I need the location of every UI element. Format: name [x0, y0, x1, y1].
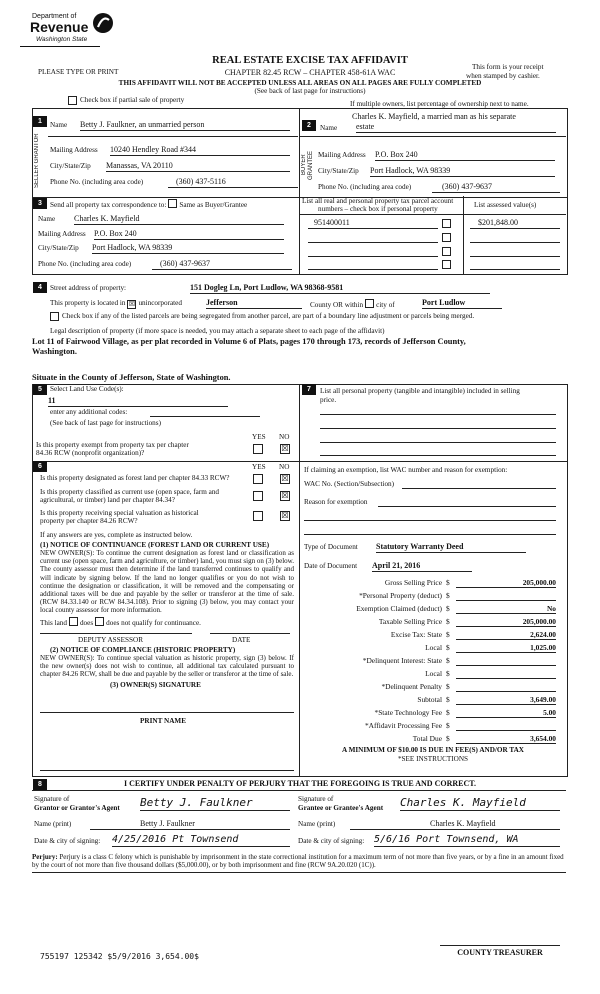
county-or-line — [310, 299, 395, 310]
parcel-row-rule — [470, 269, 560, 270]
tax-row-label: Gross Selling Price — [384, 578, 442, 587]
doc-date-value[interactable]: April 21, 2016 — [372, 561, 472, 572]
tax-row-currency: $ — [446, 591, 450, 600]
personal-property-checkbox-3[interactable] — [442, 247, 451, 256]
buyer-phone[interactable]: (360) 437-9637 — [432, 182, 560, 193]
tax-row-value[interactable]: 205,000.00 — [456, 578, 556, 588]
grantee-date-label: Date & city of signing: — [298, 837, 365, 845]
compliance-title: (2) NOTICE OF COMPLIANCE (HISTORIC PROPERTY) — [50, 646, 236, 654]
tax-row-value[interactable] — [456, 591, 556, 601]
grantor-sig-label-1: Signature of — [34, 795, 70, 803]
form-title: REAL ESTATE EXCISE TAX AFFIDAVIT — [212, 55, 408, 66]
reason-rule-3 — [304, 534, 556, 535]
corr-city[interactable]: Port Hadlock, WA 98339 — [92, 243, 284, 254]
exempt-no-checkbox[interactable]: ☒ — [281, 444, 289, 453]
corr-phone-label: Phone No. (including area code) — [38, 260, 132, 268]
see-instructions-note: *SEE INSTRUCTIONS — [397, 755, 469, 763]
tax-row-label: Subtotal — [417, 695, 442, 704]
tax-row-currency: $ — [446, 708, 450, 717]
land-use-label: Select Land Use Code(s): — [50, 385, 124, 393]
partial-sale-checkbox[interactable] — [68, 96, 77, 105]
perjury-rule — [32, 872, 566, 873]
tax-row-value[interactable]: 5.00 — [456, 708, 556, 718]
buyer-mailing[interactable]: P.O. Box 240 — [375, 150, 555, 161]
tax-row-label: Excise Tax: State — [390, 630, 442, 639]
tax-row-value[interactable] — [456, 721, 556, 731]
divider — [299, 108, 300, 196]
county-name[interactable]: Jefferson — [206, 298, 302, 309]
grantor-name-print[interactable]: Betty J. Faulkner — [90, 819, 290, 830]
historic-yes-checkbox[interactable] — [253, 511, 263, 521]
personal-property-checkbox-1[interactable] — [442, 219, 451, 228]
tax-row-delinquent-interest-local — [300, 669, 564, 682]
perjury-label: Perjury: — [32, 853, 58, 861]
perjury-text: Perjury is a class C felony which is punishable by imprisonment in the state correctional institution for a maximum term of not more than five years, or by a fine in an amount fixed by the court of not more than five thousand dollars ($5,000.00), or by both imprisonment and fine (RCW 9A.20.020 (1C)). — [32, 853, 564, 870]
logo-swoosh-icon — [92, 12, 114, 34]
please-type: PLEASE TYPE OR PRINT — [38, 68, 119, 76]
grantee-name-label: Name (print) — [298, 820, 336, 828]
owner-signature-rule — [40, 712, 294, 713]
parcel-row-rule — [308, 242, 438, 243]
parcel-row-rule — [308, 256, 438, 257]
unincorporated-label: unincorporated — [138, 299, 182, 307]
buyer-city[interactable]: Port Hadlock, WA 98339 — [370, 166, 555, 177]
section-3-badge: 3 — [33, 198, 47, 209]
divider — [299, 384, 300, 460]
segregated-label: Check box if any of the listed parcels are being segregated from another parcel, are part of a boundary line adjustment or parcels being merged. — [62, 312, 475, 320]
perjury-notice — [32, 853, 566, 869]
seller-city[interactable]: Manassas, VA 20110 — [106, 161, 290, 172]
legal-label: Legal description of property (if more space is needed, you may attach a separate sheet to each page of the affidavit) — [50, 327, 385, 335]
exempt-question-1: Is this property exempt from property tax per chapter — [36, 441, 189, 449]
current-use-yes-checkbox[interactable] — [253, 491, 263, 501]
corr-phone[interactable]: (360) 437-9637 — [152, 259, 292, 270]
personal-property-rule — [320, 414, 556, 415]
if-yes-instruction: If any answers are yes, complete as instructed below. — [40, 531, 193, 539]
doc-date-label: Date of Document — [304, 562, 358, 570]
tax-row-label: *Affidavit Processing Fee — [364, 721, 442, 730]
tax-row-label: Exemption Claimed (deduct) — [356, 604, 442, 613]
legal-desc-1: Lot 11 of Fairwood Village, as per plat recorded in Volume 6 of Plats, pages 170 through 173, records of Jefferson County, — [32, 337, 466, 346]
land-use-see-back: (See back of last page for instructions) — [50, 419, 161, 427]
corr-name-label: Name — [38, 215, 56, 223]
legal-desc-2: Washington. — [32, 347, 77, 356]
tax-row-currency: $ — [446, 617, 450, 626]
street-address[interactable]: 151 Dogleg Ln, Port Ludlow, WA 98368-9581 — [190, 283, 490, 294]
county-treasurer-label: COUNTY TREASURER — [457, 948, 543, 957]
grantor-date-label: Date & city of signing: — [34, 837, 101, 845]
correspondence-heading — [50, 199, 247, 210]
corr-mailing[interactable]: P.O. Box 240 — [94, 229, 284, 240]
s6-yes-header: YES — [252, 463, 266, 471]
seller-phone[interactable]: (360) 437-5116 — [168, 177, 298, 188]
form-chapter: CHAPTER 82.45 RCW – CHAPTER 458-61A WAC — [224, 68, 396, 77]
tax-row-currency: $ — [446, 734, 450, 743]
logo-name: Revenue — [30, 19, 89, 35]
owner-signature-label: (3) OWNER(S) SIGNATURE — [110, 681, 201, 689]
buyer-phone-label: Phone No. (including area code) — [318, 183, 412, 191]
parcels-heading-1: List all real and personal property tax parcel account — [302, 197, 454, 205]
compliance-text: NEW OWNER(S): To continue special valuation as historic property, sign (3) below. If the new owner(s) does not wish to continue, all additional tax calculated pursuant to chapter 84.26 RCW, shall be due and payable by the seller or transferor at the time of sale. — [40, 654, 294, 679]
parcel-row-rule — [308, 269, 438, 270]
property-city[interactable]: Port Ludlow — [422, 298, 502, 309]
tax-row-currency: $ — [446, 578, 450, 587]
grantee-sig-label-2: Grantee or Grantee's Agent — [298, 804, 384, 812]
historic-question-1: Is this property receiving special valuation as historical — [40, 509, 199, 517]
tax-row-value[interactable]: No — [456, 604, 556, 614]
doc-type-label: Type of Document — [304, 543, 358, 551]
buyer-side-label: BUYER GRANTEE — [301, 150, 314, 180]
street-label: Street address of property: — [50, 284, 127, 292]
reason-label: Reason for exemption — [304, 498, 368, 506]
seller-name-label: Name — [50, 121, 68, 129]
grantee-name-print[interactable]: Charles K. Mayfield — [350, 819, 560, 830]
tax-row-exemption — [300, 604, 564, 617]
does-label: does — [79, 619, 94, 627]
segregated-checkbox[interactable] — [50, 312, 59, 321]
tax-row-delinquent-penalty — [300, 682, 564, 695]
deputy-rule — [40, 633, 192, 634]
current-use-question-2: agricultural, or timber) land per chapter 84.34? — [40, 496, 175, 504]
grantor-sig-label-2: Grantor or Grantor's Agent — [34, 804, 120, 812]
reason-rule — [378, 506, 556, 507]
tax-row-currency: $ — [446, 682, 450, 691]
grantor-signature[interactable]: Betty J. Faulkner — [140, 796, 290, 811]
same-as-buyer-label: Same as Buyer/Grantee — [179, 201, 248, 209]
date-rule — [210, 633, 290, 634]
this-land-label: This land — [40, 619, 67, 627]
tax-row-value[interactable]: 2,624.00 — [456, 630, 556, 640]
tax-row-label: *Delinquent Interest: State — [362, 656, 442, 665]
print-name-label: PRINT NAME — [140, 717, 186, 725]
seller-phone-label: Phone No. (including area code) — [50, 178, 144, 186]
tax-row-taxable — [300, 617, 564, 630]
parcel-row-rule — [300, 214, 566, 215]
corr-name[interactable]: Charles K. Mayfield — [74, 214, 284, 225]
see-back-text: (See back of last page for instructions) — [254, 87, 366, 95]
section-5-badge: 5 — [33, 384, 47, 395]
seller-mailing[interactable]: 10240 Hendley Road #344 — [110, 145, 290, 156]
located-text: This property is located in — [50, 299, 126, 307]
historic-question-2: property per chapter 84.26 RCW? — [40, 517, 138, 525]
parcel-row-rule — [470, 256, 560, 257]
city-of-label: city of — [376, 301, 395, 309]
additional-codes-label: enter any additional codes: — [50, 408, 128, 416]
seller-mailing-label: Mailing Address — [50, 146, 98, 154]
current-use-question-1: Is this property classified as current use (open space, farm and — [40, 488, 220, 496]
seller-name[interactable]: Betty J. Faulkner, an unmarried person — [80, 120, 290, 131]
correspondence-heading-text: Send all property tax correspondence to: — [50, 201, 167, 209]
personal-property-rule — [320, 455, 556, 456]
additional-codes-rule — [150, 416, 260, 417]
tax-row-currency: $ — [446, 643, 450, 652]
exemption-claim-label: If claiming an exemption, list WAC number and reason for exemption: — [304, 466, 508, 474]
legal-desc-3: Situate in the County of Jefferson, State of Washington. — [32, 373, 231, 382]
tax-row-label: Local — [425, 643, 442, 652]
tax-row-subtotal — [300, 695, 564, 708]
wac-rule — [402, 488, 556, 489]
section-4-badge: 4 — [33, 282, 47, 293]
buyer-mailing-label: Mailing Address — [318, 151, 366, 159]
tax-row-value[interactable] — [456, 656, 556, 666]
receipt-note-1: This form is your receipt — [472, 63, 544, 71]
tax-row-value[interactable] — [456, 669, 556, 679]
tax-row-label: Local — [425, 669, 442, 678]
section-2-badge: 2 — [302, 120, 316, 131]
located-line — [50, 299, 182, 309]
cashier-stamp: 755197 125342 $5/9/2016 3,654.00$ — [40, 952, 199, 961]
buyer-name-1[interactable]: Charles K. Mayfield, a married man as his separate — [352, 112, 516, 121]
tax-row-value[interactable]: 3,649.00 — [456, 695, 556, 705]
tax-row-value[interactable] — [456, 682, 556, 692]
forest-no-checkbox[interactable]: ☒ — [281, 474, 289, 483]
historic-no-checkbox[interactable]: ☒ — [281, 511, 289, 520]
corr-mailing-label: Mailing Address — [38, 230, 86, 238]
personal-property-label-1: List all personal property (tangible and intangible) included in selling — [320, 387, 520, 395]
continuance-title: (1) NOTICE OF CONTINUANCE (FOREST LAND OR CURRENT USE) — [40, 541, 270, 549]
logo-state: Washington State — [36, 36, 88, 43]
dor-logo — [20, 10, 115, 52]
tax-row-label: Taxable Selling Price — [378, 617, 442, 626]
logo-underline — [20, 46, 100, 47]
tax-row-label: *Delinquent Penalty — [381, 682, 442, 691]
wac-label: WAC No. (Section/Subsection) — [304, 480, 395, 488]
tax-row-currency: $ — [446, 604, 450, 613]
tax-row-label: *Personal Property (deduct) — [359, 591, 442, 600]
tax-row-currency: $ — [446, 656, 450, 665]
exempt-yes-checkbox[interactable] — [253, 444, 263, 454]
personal-property-checkbox-4[interactable] — [442, 260, 451, 269]
divider — [463, 196, 464, 274]
tax-row-gross — [300, 578, 564, 591]
tax-row-label: *State Technology Fee — [374, 708, 442, 717]
buyer-name-2[interactable]: estate — [356, 122, 556, 133]
personal-property-rule — [320, 442, 556, 443]
seller-name-rule — [48, 136, 298, 137]
tax-row-technology-fee — [300, 708, 564, 721]
grantee-date-city[interactable]: 5/6/16 Port Townsend, WA — [374, 833, 560, 847]
tax-row-value[interactable]: 1,025.00 — [456, 643, 556, 653]
forest-yes-checkbox[interactable] — [253, 474, 263, 484]
certify-statement: I CERTIFY UNDER PENALTY OF PERJURY THAT THE FOREGOING IS TRUE AND CORRECT. — [123, 779, 476, 788]
grantor-date-city[interactable]: 4/25/2016 Pt Townsend — [112, 833, 290, 847]
personal-property-checkbox-2[interactable] — [442, 233, 451, 242]
tax-row-personal-property — [300, 591, 564, 604]
within-label: within — [344, 301, 364, 309]
buyer-name-label: Name — [320, 124, 338, 132]
grantor-name-label: Name (print) — [34, 820, 72, 828]
land-use-yes-header: YES — [252, 433, 266, 441]
section-8-badge: 8 — [33, 779, 47, 790]
seller-side-label: SELLER GRANTOR — [34, 133, 40, 189]
print-name-rule — [40, 770, 294, 771]
same-as-buyer-checkbox[interactable] — [168, 199, 177, 208]
section-1-badge: 1 — [33, 116, 47, 127]
parcel-row-rule — [470, 242, 560, 243]
tax-row-currency: $ — [446, 695, 450, 704]
city-of-checkbox[interactable] — [365, 299, 374, 308]
does-not-label: does not qualify for continuance. — [106, 619, 201, 627]
section-7-badge: 7 — [302, 384, 316, 395]
continuance-text: NEW OWNER(S): To continue the current designation as forest land or classification as current use (open space, farm and agriculture, or timber) land, you must sign on (3) below. The county assessor must then determine if the land transferred continues to qualify and will indicate by signing below. If the land no longer qualifies or you do not wish to continue the designation or classification, it will be removed and the compensating or additional taxes will be due and payable by the seller or transferor at the time of sale. (RCW 84.33.140 or RCW 84.34.108). Prior to signing (3) below, you may contact your local county assessor for more information. — [40, 549, 294, 615]
receipt-note-2: when stamped by cashier. — [466, 72, 540, 80]
certify-rule — [32, 790, 566, 791]
parcel-row-rule — [470, 228, 560, 229]
logo-dept: Department of — [32, 13, 77, 20]
current-use-no-checkbox[interactable]: ☒ — [281, 491, 289, 500]
tax-row-currency: $ — [446, 721, 450, 730]
reason-rule-2 — [304, 520, 556, 521]
grantee-sig-label-1: Signature of — [298, 795, 334, 803]
tax-row-value[interactable]: 205,000.00 — [456, 617, 556, 627]
parcel-number-1[interactable]: 951400011 — [314, 218, 350, 227]
seller-city-label: City/State/Zip — [50, 162, 91, 170]
county-or-label: County OR — [310, 301, 343, 309]
buyer-name-rule — [300, 136, 566, 137]
partial-sale-label: Check box if partial sale of property — [80, 96, 185, 104]
does-not-qualify-checkbox[interactable] — [95, 617, 104, 626]
treasurer-rule — [440, 945, 560, 946]
section-6-badge: 6 — [33, 461, 47, 472]
deputy-date-label: DATE — [232, 636, 251, 644]
divider — [299, 196, 300, 274]
tax-row-excise-state — [300, 630, 564, 643]
personal-property-label-2: price. — [320, 396, 337, 404]
doc-type-value[interactable]: Statutory Warranty Deed — [376, 542, 526, 553]
forest-question: Is this property designated as forest land per chapter 84.33 RCW? — [40, 474, 230, 482]
parcels-heading-2: numbers – check box if personal property — [318, 205, 438, 213]
multiple-owners-note: If multiple owners, list percentage of ownership next to name. — [350, 100, 529, 108]
tax-row-processing-fee — [300, 721, 564, 734]
tax-row-excise-local — [300, 643, 564, 656]
unincorporated-checkbox[interactable]: ☒ — [128, 300, 136, 308]
deputy-assessor-label: DEPUTY ASSESSOR — [78, 636, 144, 644]
land-use-no-header: NO — [279, 433, 290, 441]
tax-row-label: Total Due — [412, 734, 442, 743]
land-use-code[interactable]: 11 — [48, 396, 228, 407]
personal-property-rule — [320, 428, 556, 429]
buyer-city-label: City/State/Zip — [318, 167, 359, 175]
parcel-row-rule — [308, 228, 438, 229]
grantee-signature[interactable]: Charles K. Mayfield — [400, 796, 560, 811]
warning-text: THIS AFFIDAVIT WILL NOT BE ACCEPTED UNLESS ALL AREAS ON ALL PAGES ARE FULLY COMPLETED — [118, 79, 482, 87]
s6-no-header: NO — [279, 463, 290, 471]
assessed-value-1[interactable]: $201,848.00 — [478, 218, 518, 227]
exempt-question-2: 84.36 RCW (nonprofit organization)? — [36, 449, 145, 457]
minimum-due-note: A MINIMUM OF $10.00 IS DUE IN FEE(S) AND/OR TAX — [342, 746, 524, 754]
does-qualify-checkbox[interactable] — [69, 617, 78, 626]
tax-row-currency: $ — [446, 630, 450, 639]
tax-row-delinquent-interest-state — [300, 656, 564, 669]
assessed-heading: List assessed value(s) — [474, 201, 537, 209]
corr-city-label: City/State/Zip — [38, 244, 79, 252]
tax-row-currency: $ — [446, 669, 450, 678]
this-land-line — [40, 617, 201, 628]
tax-row-value[interactable]: 3,654.00 — [456, 734, 556, 744]
